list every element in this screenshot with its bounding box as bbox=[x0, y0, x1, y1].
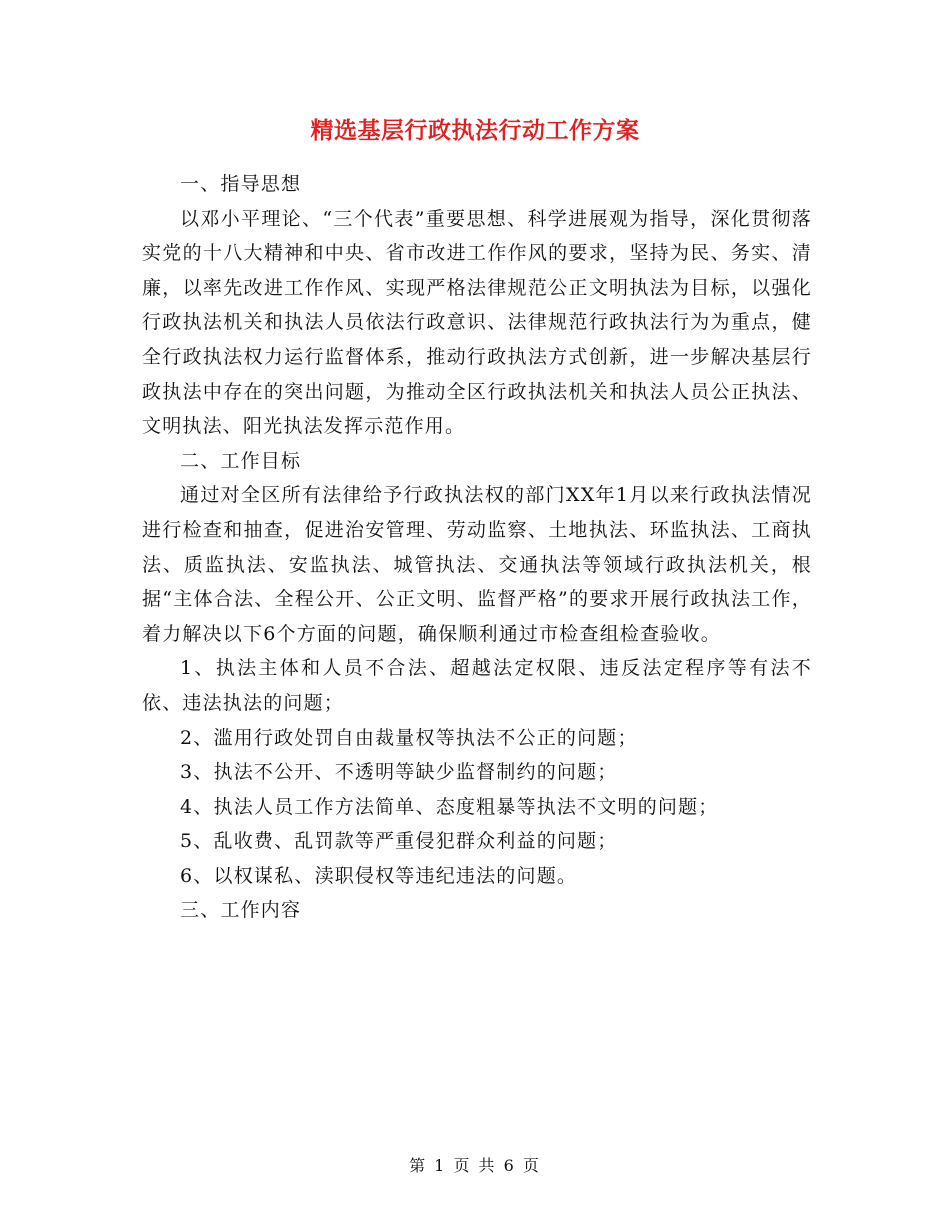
list-item-5: 5、乱收费、乱罚款等严重侵犯群众利益的问题； bbox=[180, 830, 618, 853]
document-title: 精选基层行政执法行动工作方案 bbox=[310, 117, 640, 144]
list-item-3: 3、执法不公开、不透明等缺少监督制约的问题； bbox=[180, 761, 618, 784]
document-body bbox=[142, 167, 812, 928]
paragraph-guiding-ideology: 以邓小平理论、“三个代表”重要思想、科学进展观为指导，深化贯彻落实党的十八大精神和中央、省市改进工作作风的要求，坚持为民、务实、清廉，以率先改进工作作风、实现严格法律规范公正文明执法为目标，以强化行政执法机关和执法人员依法行政意识、法律规范行政执法行为为重点，健全行政执法权力运行监督体系，推动行政执法方式创新，进一步解决基层行政执法中存在的突出问题，为推动全区行政执法机关和执法人员公正执法、文明执法、阳光执法发挥示范作用。 bbox=[142, 207, 812, 438]
heading-work-goals: 二、工作目标 bbox=[180, 449, 302, 472]
list-item-1: 1、执法主体和人员不合法、超越法定权限、违反法定程序等有法不依、违法执法的问题； bbox=[142, 657, 812, 714]
page-number-footer: 第 1 页 共 6 页 bbox=[409, 1156, 541, 1175]
heading-guiding-ideology: 一、指导思想 bbox=[180, 173, 302, 195]
paragraph-work-goals: 通过对全区所有法律给予行政执法权的部门XX年1月以来行政执法情况进行检查和抽查，促进治安管理、劳动监察、土地执法、环监执法、工商执法、质监执法、安监执法、城管执法、交通执法等领域行政执法机关，根据“主体合法、全程公开、公正文明、监督严格”的要求开展行政执法工作，着力解决以下6个方面的问题，确保顺利通过市检查组检查验收。 bbox=[142, 484, 812, 645]
list-item-6: 6、以权谋私、渎职侵权等违纪违法的问题。 bbox=[180, 864, 578, 887]
list-item-4: 4、执法人员工作方法简单、态度粗暴等执法不文明的问题； bbox=[180, 795, 719, 818]
list-item-2: 2、滥用行政处罚自由裁量权等执法不公正的问题； bbox=[180, 726, 638, 749]
heading-work-content: 三、工作内容 bbox=[180, 899, 302, 922]
